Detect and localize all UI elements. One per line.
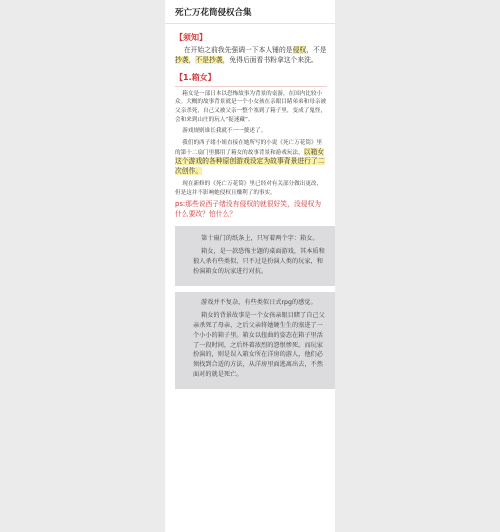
section1-divider [175,86,327,87]
section1-heading: 【1.箱女】 [175,72,216,82]
section1-p3-text: 我们的西子绪小姐直接在她所写的小说《死亡万花筒》里的第十二扇门里挪用了箱女的故事背景和游戏玩法， [175,139,323,156]
section1-paragraph-1: 箱女是一部日本以恐怖故事为背景的桌游，在国内比较小众。大概的故事背景就是一个小女孩在亲眼目睹弟弟和母亲被父亲杀死，自己又被父亲一整个塞到了箱子里，变成了鬼怪，会和来到山庄的玩人“捉迷藏”。 [175,90,327,123]
novel-excerpt-2 [175,292,335,389]
excerpt1-paragraph-1: 第十扇门的纸条上，只写着两个字：箱女。 [201,235,319,243]
section1-paragraph-4: 现在新修的《死亡万花筒》里已经对有关部分做出更改，但是这并不影响她侵权且赚利了的事实。 [175,181,323,196]
page-title: 死亡万花筒侵权合集 [165,6,335,24]
section1-paragraph-2: 游戏规则谁长我就不一一赘述了。 [182,128,267,135]
section1-ps-note: ps:那些说西子绪没有侵权的就很好笑，没侵权为什么要改？怕什么？ [175,200,322,219]
section1-paragraph-3 [175,139,327,177]
notice-text-1: 在开始之前我先强调一下本人锤的是 [183,46,293,54]
notice-heading: 【须知】 [175,33,207,42]
article-page [165,0,335,532]
notice-text-3: ， [188,55,196,64]
section1-p3-highlight: 以箱女这个游戏的各种原创游戏设定为故事背景进行了二次创作。 [175,147,325,176]
novel-excerpt-1 [175,226,335,286]
notice-highlight-plagiarism: 抄袭 [175,55,189,64]
excerpt2-paragraph-2: 箱女的背景故事是一个女孩亲眼目睹了自己父亲杀死了母亲，之后父亲将她硬生生的塞进了一个小小的箱子里。箱女以扭曲的姿态在箱子里活了一段时间，之后怀着浓烈的怨恨惨死。而玩家扮演的，则是误入箱女所在洋房的游人，他们必须找到合适的方法，从洋房里面逃离出去，不然面对的就是死亡。 [193,311,325,379]
excerpt1-paragraph-2: 箱女，是一款恐怖主题的桌面游戏，其本质和狼人杀有些类似，只不过是扮演人类的玩家，和扮演箱女的玩家进行对抗。 [193,248,325,275]
notice-text-4: ，免得后面看书粉拿这个来洗。 [222,55,318,64]
excerpt2-paragraph-1: 游戏并不复杂，有些类似日式rpg的感觉。 [201,298,317,306]
notice-highlight-infringe: 侵权 [292,46,307,54]
notice-paragraph [175,46,327,66]
notice-text-2: ，不是 [306,46,327,54]
notice-highlight-not-plagiarism: 不是抄袭 [195,55,223,64]
